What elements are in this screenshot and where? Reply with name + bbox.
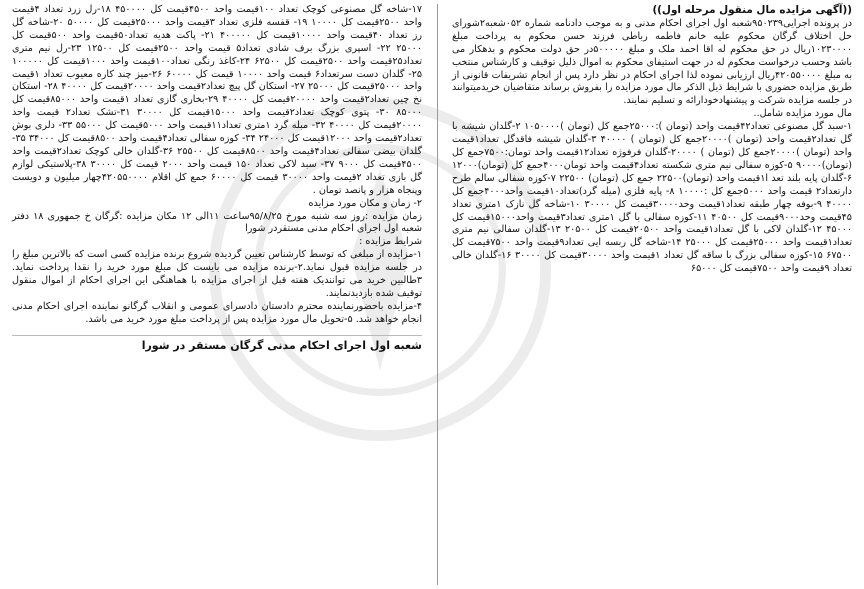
notice-intro: در پرونده اجرایی۹۵۰۲۳۹شعبه اول اجرای احکام مدنی و به موجب دادنامه شماره ۰۵۲شعبه۲شورای حل اختلاف گرگان محکوم علیه خانم فاطمه رباطی فرزند حسن محکوم به پرداخت مبلغ ۱۰۲۳۰۰۰۰ریال در حق محکوم له اقا احمد ملک و مبلغ ۵۰۰۰۰۰در حق دولت محکوم و بدهکار می باشد وحسب درخواست محکوم له در جهت استیفای محکوم به اموال ذلیل توقیف و کارشناس منتخب به مبلغ ۴۲۰۵۵۰۰۰۰ریال ارزیابی نموده لذا اجرای احکام در نظر دارد پس از انجام تشریفات قانونی از طریق مزایده حضوری با شرایط ذیل الذکر مال مورد مزایده را بفروش برساند متقاضیان خریدمیتوانند در جلسه مزایده شرکت و پیشنهادخودارائه و تسلیم نمایند.	[452, 17, 853, 107]
notice-title: ((آگهی مزایده مال منقول مرحله اول))	[652, 4, 852, 16]
conditions-text: ۱-مزایده از مبلغی که توسط کارشناس تعیین گردیده شروع برنده مزایده کسی است که بالاترین مبلغ را در جلسه مزایده قبول نماید.۲-برنده مزایده می بایست کل مبلغ مورد خرید را نقدا پرداخت نماید. ۳طالبین خرید می توانندیک هفته قبل از اجرای مزایده با هماهنگی این اجرای احکام از اموال منقول توقیف شده بازدیدنمایند.	[12, 249, 423, 299]
issuing-office-signature: شعبه اول اجرای احکام مدنی گرگان مستقر در شورا	[12, 335, 422, 353]
items-list: ۱-سبد گل مصنوعی تعداد۴۲قیمت واحد (تومان ):۲۵۰۰۰جمع کل (تومان )۱۰۵۰۰۰۰ ۲-گلدان شیشه با گل تعداد۲قیمت واحد (تومان )۲۰۰۰۰جمع کل (تومان ) ۴۰۰۰۰ ۳-گلدان شیشه فاقدگل تعداد۱قیمت واحد (تومان )۲۰۰۰۰جمع کل (تومان ) ۲۰۰۰۰-گلدان فرفوژه تعداد۱۲قیمت واحد تومان:۷۵۰۰جمع کل (تومان)۹۰۰۰۰ ۵-کوزه سفالی نیم متری شکسته تعداد۴قیمت واحد تومان۴۰۰۰جمع کل (تومان)۱۲۰۰۰ ۶-گلدان پایه بلند تعد ا۱قیمت واحد (تومان)۲۲۵۰۰ جمع کل (تومان) ۲۲۵۰۰ ۷-کوزه سفالی سالم طرح دارتعداد۲ قیمت واحد ۵۰۰۰جمع کل :۱۰۰۰۰ ۸- پایه فلزی (میله گرد)تعداد۱۰قیمت واحد۴۰۰۰جمع کل ۴۰۰۰۰ ۹-بوفه چهار طبقه تعداد۱قیمت وحد۳۰۰۰۰قیمت کل ۳۰۰۰۰ ۱۰-شاخه گل نازک ۱متری تعداد ۴۵قیمت وحد۹۰۰۰قیمت کل ۴۰۵۰۰ ۱۱-کوزه سفالی با گل ۱متری تعداد۳قیمت واحد۱۵۰۰۰قیمت کل ۴۵۰۰۰ ۱۲-گلدان لاکی با گل تعداد۱قیمت واحد ۲۰۵۰۰قیمت کل ۲۰۵۰۰ ۱۳-گلدان سفالی نیم متری تعداد۱قیمت واحد ۲۵۰۰۰قیمت کل ۲۵۰۰۰ ۱۴-شاخه گل ربسه ایی تعداد۹قیمت واحد ۷۵۰۰قیمت کل ۶۷۵۰۰ ۱۵-کوزه سفالی بزرگ با ساقه گل تعداد ۱قیمت واحد ۳۰۰۰۰قیمت کل ۳۰۰۰۰ ۱۶-گلدان خالی تعداد ۹قیمت واحد ۷۵۰۰قیمت کل ۶۵۰۰۰	[452, 121, 853, 275]
items-list-continued: ۱۷-شاخه گل مصنوعی کوچک تعداد ۱۰۰قیمت واحد ۴۵۰۰قیمت کل ۴۵۰۰۰۰ ۱۸-رل زرد تعداد ۴قیمت واحد ۲۵۰۰قیمت کل ۱۰۰۰۰ ۱۹- قفسه فلزی تعداد ۳قیمت واحد ۲۵۰۰۰قیمت کل ۵۰۰۰۰ ۲۰-شاخه گل رز تعداد ۴۰قیمت واحد ۱۰۰۰۰قیمت کل ۴۰۰۰۰۰ ۲۱- پاکت هدیه تعداد۵۰قیمت واحد ۵۰۰قیمت کل ۲۵۰۰۰ ۲۲- اسپری بزرگ برف شادی تعداد۵ قیمت واحد ۲۵۰۰قیمت کل ۱۲۵۰۰ ۲۳-رل نیم متری تعداد۲۵قیمت واحد ۲۵۰۰قیمت کل ۶۲۵۰۰ ۲۴-کاغذ رنگی تعداد۱۰۰قیمت واحد ۱۰۰۰قیمت کل ۱۰۰۰۰۰ ۲۵- گلدان دست سرتعداد۶ قیمت واحد ۱۰۰۰۰ قیمت کل ۶۰۰۰۰ ۲۶-میز چند کاره معیوب تعداد ۱قیمت واحد ۲۵۰۰۰قیمت کل ۲۵۰۰۰ ۲۷- استکان گل پیچ تعداد۲قیمت واحد ۲۰۰۰۰قیمت کل ۴۰۰۰۰ ۲۸- استکان نخ چین تعداد۲قیمت واحد ۲۰۰۰۰قیمت کل ۴۰۰۰۰ ۲۹-بخاری گازی تعداد ۱قیمت واحد ۸۵۰۰۰قیمت کل ۸۵۰۰۰ ۳۰- پتوی کوچک تعداد۲قیمت واحد ۱۵۰۰۰قیمت کل ۳۰۰۰۰ ۳۱-تشک تعداد۲ قیمت واحد ۲۰۰۰۰قیمت کل ۴۰۰۰۰ ۳۲- مبله گرد ۱متری تعداد۱۱قیمت واحد ۵۰۰۰قیمت کل ۵۵۰۰۰ ۳۳- دلری بوش تعداد۲قیمت واحد ۱۲۰۰۰قیمت کل ۲۴۰۰۰ ۳۴- کوزه سفالی تعداد۴قیمت واحد ۸۵۰۰قیمت کل ۳۴۰۰۰ ۳۵-گلدان بیضی سفالی تعداد۴قیمت واحد ۸۵۰۰قیمت کل ۲۵۵۰۰ ۳۶-گلدان خالی کوچک تعداد۲قیمت واحد ۴۵۰۰قیمت کل ۹۰۰۰ ۳۷- سبد لاکی تعداد ۱۵۰ قیمت واحد ۲۰۰۰ قیمت کل ۳۰۰۰۰ ۳۸-پلاستیکی لوازم گل بازی تعداد ۲قیمت واحد ۳۰۰۰۰ قیمت کل ۶۰۰۰۰ جمع کل اقلام ۴۲۰۵۵۰۰۰۰چهار میلیون و دویست وپنجاه هزار و پانصد تومان .	[12, 4, 423, 196]
column-divider	[437, 4, 438, 585]
conditions-heading: شرایط مزایده :	[359, 236, 422, 248]
time-place-heading: ۲- زمان و مکان مورد مزایده	[308, 197, 422, 209]
notice-left-column	[8, 4, 428, 585]
time-place-text: زمان مزایده :روز سه شنبه مورخ ۹۵/۸/۲۵ساعت ۱۱الی ۱۲ مکان مزایده :گرگان خ جمهوری ۱۸ دفتر شعبه اول اجرای احکام مدنی مستقردر شورا	[12, 210, 423, 235]
items-heading: مال مورد مزایده شامل..	[753, 108, 852, 120]
notice-right-column	[444, 4, 856, 585]
condition-4-text: ۴-مزایده باحضورنماینده محترم دادستان دادسرای عمومی و انقلاب گرگانو نماینده اجرای احکام مدنی انجام خواهد شد. ۵-تحویل مال مورد مزایده پس از پرداخت مبلغ مورد خرید می باشد.	[12, 300, 422, 325]
